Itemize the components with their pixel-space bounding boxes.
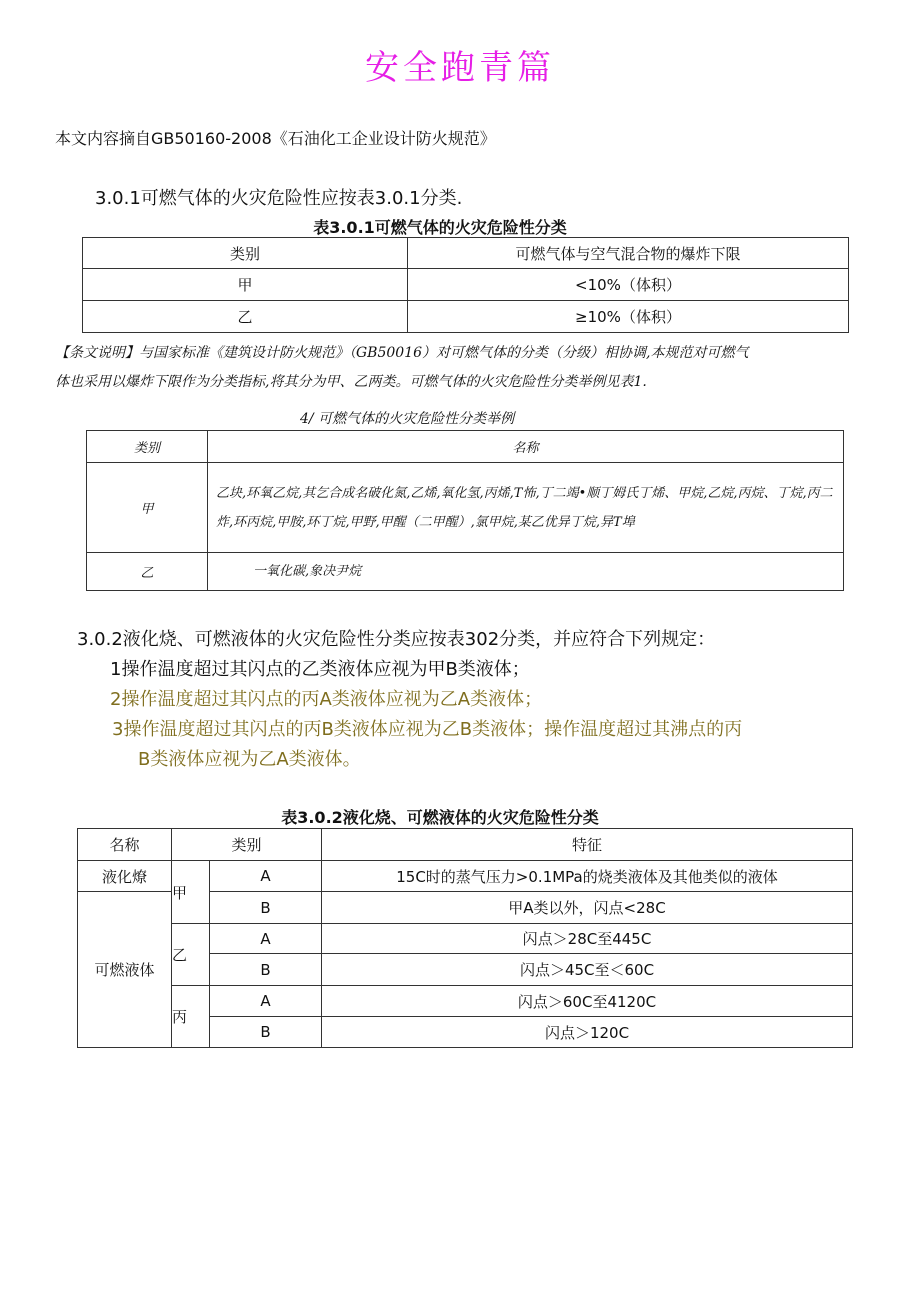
section-302-heading: 3.0.2液化烧、可燃液体的火灾危险性分类应按表302分类，并应符合下列规定： [77, 629, 716, 650]
cell: 丙 [172, 986, 210, 1048]
header-cell: 可燃气体与空气混合物的爆炸下限 [408, 238, 849, 269]
table-row [83, 269, 849, 301]
page-title: 安全跑青篇 [365, 48, 555, 88]
cell: 闪点＞45C至＜60C [322, 954, 853, 986]
cell: 15C时的蒸气压力>0.1MPa的烧类液体及其他类似的液体 [322, 861, 853, 892]
cell: B [210, 954, 322, 986]
header-cell: 名称 [78, 829, 172, 861]
cell: <10%（体积） [408, 269, 849, 301]
header-cell: 类别 [83, 238, 408, 269]
cell: B [210, 892, 322, 924]
cell: 一氧化碳,象决尹烷 [208, 553, 844, 591]
cell: 甲 [83, 269, 408, 301]
table-row [78, 861, 853, 892]
cell: A [210, 924, 322, 954]
rule-item: B类液体应视为乙A类液体。 [138, 749, 361, 770]
cell: 液化燎 [78, 861, 172, 892]
rule-item: 2操作温度超过其闪点的丙A类液体应视为乙A类液体； [110, 689, 543, 710]
source-line: 本文内容摘自GB50160-2008《石油化工企业设计防火规范》 [55, 129, 496, 148]
cell: 乙块,环氧乙烷,其乞合成名破化氮,乙烯,氧化氢,丙烯,T怖,丁二竭•顺丁姆氏丁烯、甲烷,乙烷,丙烷、丁烷,丙二炸,环丙烷,甲胺,环丁烷,甲野,甲醒（二甲醒）,氯甲烷,某乙优异丁烷,异T埠 [208, 463, 844, 553]
header-cell: 特征 [322, 829, 853, 861]
table-302-caption: 表3.0.2液化烧、可燃液体的火灾危险性分类 [281, 808, 599, 827]
table-302 [77, 828, 853, 1048]
header-cell: 名称 [208, 431, 844, 463]
table-row [78, 986, 853, 1017]
table-row [87, 553, 844, 591]
header-cell: 类别 [172, 829, 322, 861]
examples-table [86, 430, 844, 591]
rule-item: 3操作温度超过其闪点的丙B类液体应视为乙B类液体；操作温度超过其沸点的丙 [112, 719, 743, 740]
note-line-2: 体也采用以爆炸下限作为分类指标,将其分为甲、乙两类。可燃气体的火灾危险性分类举例见表1. [55, 374, 647, 390]
cell: 乙 [87, 553, 208, 591]
cell: B [210, 1017, 322, 1048]
table-row [83, 301, 849, 333]
table-301-caption: 表3.0.1可燃气体的火灾危险性分类 [313, 218, 567, 237]
cell: 闪点＞120C [322, 1017, 853, 1048]
note-line-1: 【条文说明】与国家标准《建筑设计防火规范》（GB50016）对可燃气体的分类（分级）相协调,本规范对可燃气 [55, 345, 749, 361]
cell: 甲 [172, 861, 210, 924]
cell: A [210, 986, 322, 1017]
cell: 甲A类以外，闪点<28C [322, 892, 853, 924]
table-301 [82, 237, 849, 333]
cell: 甲 [87, 463, 208, 553]
cell: 乙 [83, 301, 408, 333]
rule-item: 1操作温度超过其闪点的乙类液体应视为甲B类液体； [110, 659, 530, 680]
table-row [78, 924, 853, 954]
table-row [87, 463, 844, 553]
section-301-heading: 3.0.1可燃气体的火灾危险性应按表3.0.1分类. [95, 188, 463, 209]
cell: 可燃液体 [78, 892, 172, 1048]
cell: 闪点＞60C至4120C [322, 986, 853, 1017]
header-cell: 类别 [87, 431, 208, 463]
examples-caption: 4/ 可燃气体的火灾危险性分类举例 [300, 411, 515, 427]
cell: 乙 [172, 924, 210, 986]
cell: 闪点＞28C至445C [322, 924, 853, 954]
cell: A [210, 861, 322, 892]
cell: ≥10%（体积） [408, 301, 849, 333]
